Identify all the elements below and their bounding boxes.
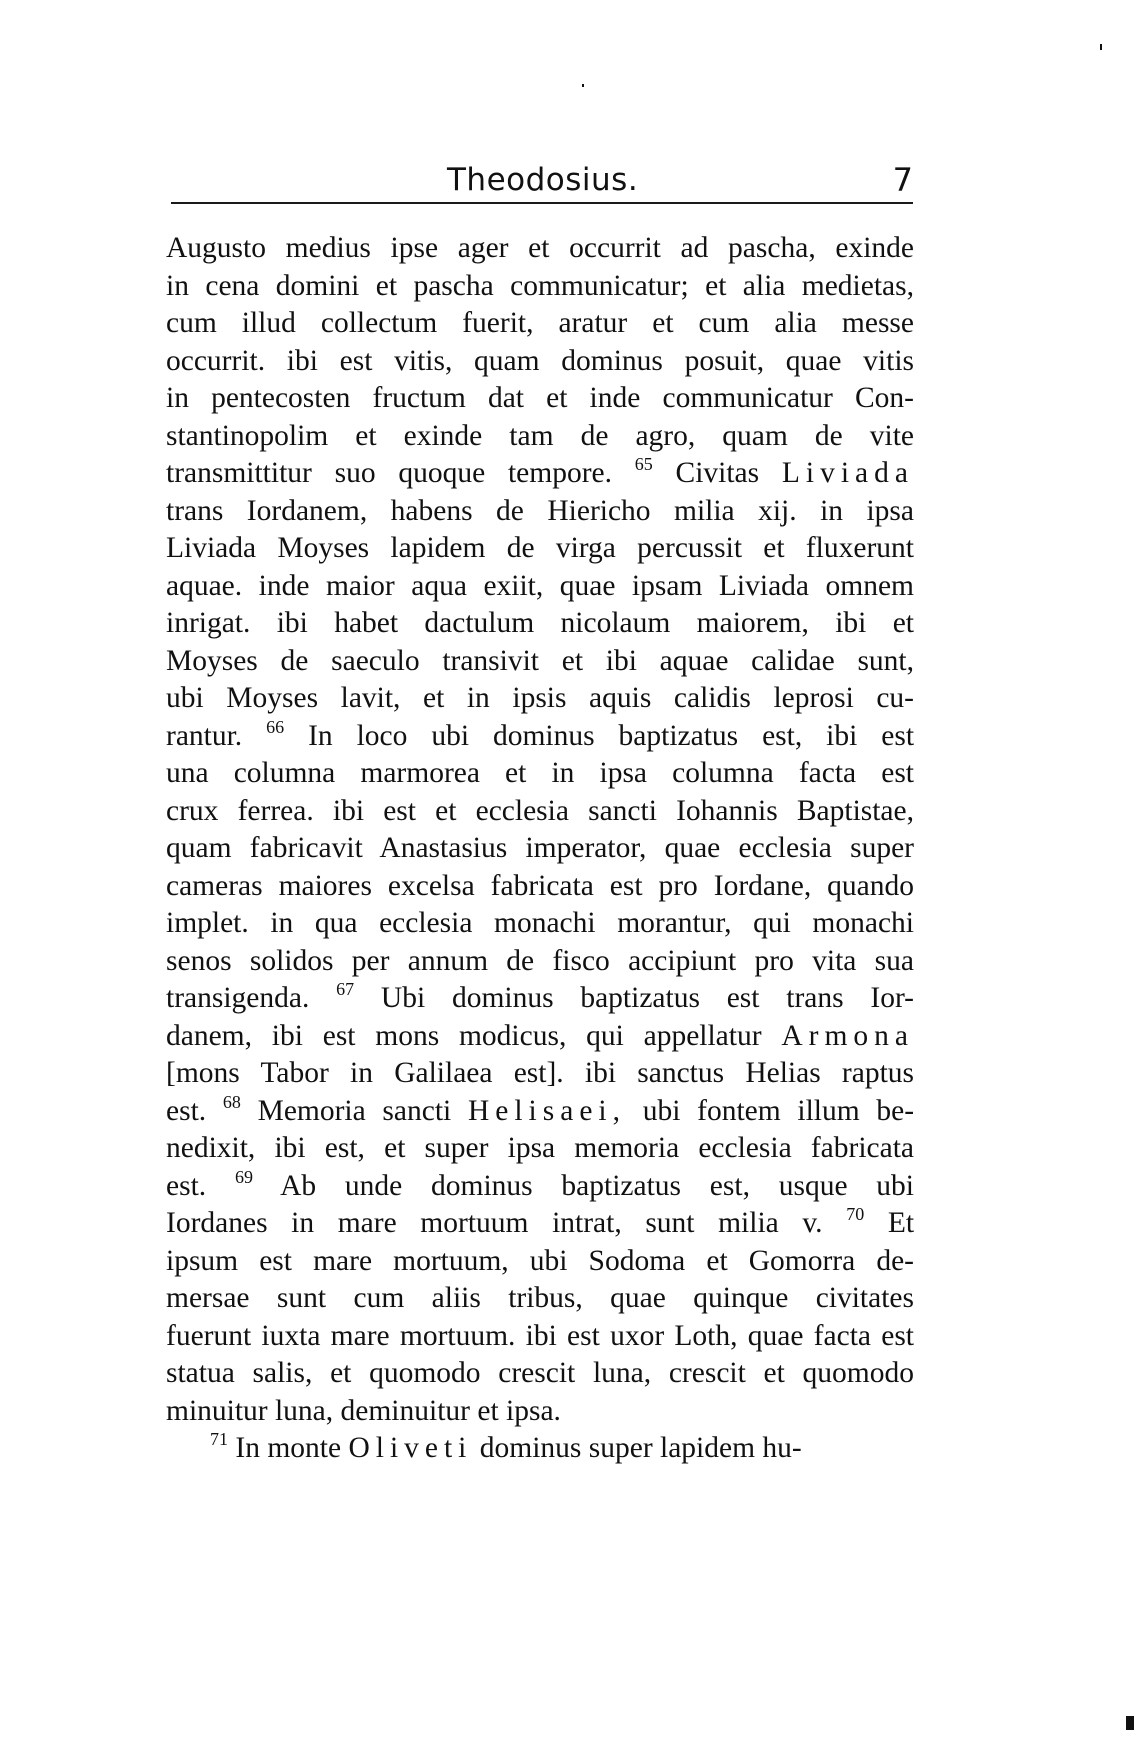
- text-line: Augusto medius ipse ager et occurrit ad pascha, exinde: [166, 232, 914, 264]
- text-line: [166, 455, 914, 493]
- text-line: mersae sunt cum aliis tribus, quae quinque civitates: [166, 1282, 914, 1314]
- spaced-name: Oliveti: [348, 1432, 473, 1464]
- spaced-name: Helisaei,: [467, 1094, 626, 1127]
- text-line: crux ferrea. ibi est et ecclesia sancti Iohannis Baptistae,: [166, 794, 914, 827]
- text-line: Liviada Moyses lapidem de virga percussit et fluxerunt: [166, 532, 914, 564]
- text-segment: Memoria sancti: [257, 1094, 452, 1127]
- text-segment: In monte: [235, 1432, 342, 1464]
- text-line: inrigat. ibi habet dactulum nicolaum maiorem, ibi et: [166, 607, 914, 639]
- footnote-ref: 67: [336, 979, 355, 999]
- text-segment: ubi fontem illum be-: [642, 1094, 915, 1127]
- text-line: [166, 980, 914, 1018]
- text-segment: Iordanes in mare mortuum intrat, sunt milia v.: [166, 1207, 823, 1239]
- text-line: [166, 1205, 914, 1243]
- footnote-ref: 66: [266, 716, 285, 737]
- page-number: 7: [892, 161, 913, 199]
- text-line: implet. in qua ecclesia monachi morantur, qui monachi: [166, 907, 914, 939]
- scan-mark-top: [582, 84, 584, 87]
- text-line: una columna marmorea et in ipsa columna facta est: [166, 757, 914, 789]
- text-line: fuerunt iuxta mare mortuum. ibi est uxor Loth, quae facta est: [166, 1319, 914, 1352]
- scan-mark-bottom: [1126, 1716, 1134, 1730]
- spaced-name: Liviada: [781, 457, 914, 489]
- text-line: senos solidos per annum de fisco accipiunt pro vita sua: [166, 944, 914, 977]
- text-segment: est.: [166, 1169, 207, 1202]
- text-line: [166, 1430, 914, 1468]
- footnote-ref: 71: [210, 1429, 228, 1449]
- text-line: quam fabricavit Anastasius imperator, quae ecclesia super: [166, 832, 914, 864]
- text-line: cum illud collectum fuerit, aratur et cum alia messe: [166, 307, 914, 339]
- text-line: stantinopolim et exinde tam de agro, quam de vite: [166, 419, 914, 452]
- footnote-ref: 65: [634, 454, 653, 474]
- text-line: in pentecosten fructum dat et inde communicatur Con-: [166, 382, 914, 414]
- text-segment: Ab unde dominus baptizatus est, usque ubi: [280, 1169, 915, 1202]
- text-line: [166, 1093, 914, 1131]
- scan-mark-right: [1100, 44, 1102, 50]
- text-line: ipsum est mare mortuum, ubi Sodoma et Gomorra de-: [166, 1244, 914, 1277]
- text-segment: transigenda.: [166, 982, 310, 1014]
- text-segment: dominus super lapidem hu-: [479, 1432, 802, 1464]
- text-line: [166, 718, 914, 756]
- text-line: aquae. inde maior aqua exiit, quae ipsam Liviada omnem: [166, 569, 914, 602]
- running-title: Theodosius.: [447, 162, 639, 198]
- footnote-ref: 68: [222, 1091, 241, 1112]
- footnote-ref: 69: [234, 1166, 253, 1187]
- text-line: minuitur luna, deminuitur et ipsa.: [166, 1394, 561, 1427]
- text-line: [166, 1018, 914, 1056]
- text-line: statua salis, et quomodo crescit luna, crescit et quomodo: [166, 1357, 914, 1389]
- text-line: trans Iordanem, habens de Hiericho milia xij. in ipsa: [166, 494, 914, 527]
- text-segment: In loco ubi dominus baptizatus est, ibi est: [308, 719, 915, 752]
- text-line: [mons Tabor in Galilaea est]. ibi sanctus Helias raptus: [166, 1057, 914, 1089]
- text-line: [166, 1168, 914, 1206]
- body-text: [166, 230, 914, 1468]
- spaced-name: Armona: [781, 1019, 915, 1052]
- text-line: cameras maiores excelsa fabricata est pro Iordane, quando: [166, 869, 914, 902]
- running-header: [171, 160, 913, 204]
- text-line: ubi Moyses lavit, et in ipsis aquis calidis leprosi cu-: [166, 682, 914, 714]
- text-segment: Et: [887, 1207, 915, 1239]
- text-line: occurrit. ibi est vitis, quam dominus posuit, quae vitis: [166, 344, 914, 377]
- footnote-ref: 70: [846, 1204, 865, 1224]
- text-line: nedixit, ibi est, et super ipsa memoria ecclesia fabricata: [166, 1132, 914, 1164]
- text-segment: Ubi dominus baptizatus est trans Ior-: [380, 982, 915, 1014]
- text-line: in cena domini et pascha communicatur; et alia medietas,: [166, 269, 914, 302]
- text-line: Moyses de saeculo transivit et ibi aquae calidae sunt,: [166, 644, 914, 677]
- text-segment: est.: [166, 1094, 207, 1127]
- text-segment: Civitas: [675, 457, 760, 489]
- text-segment: rantur.: [166, 719, 243, 752]
- text-segment: transmittitur suo quoque tempore.: [166, 457, 612, 489]
- text-segment: danem, ibi est mons modicus, qui appellatur: [166, 1019, 762, 1052]
